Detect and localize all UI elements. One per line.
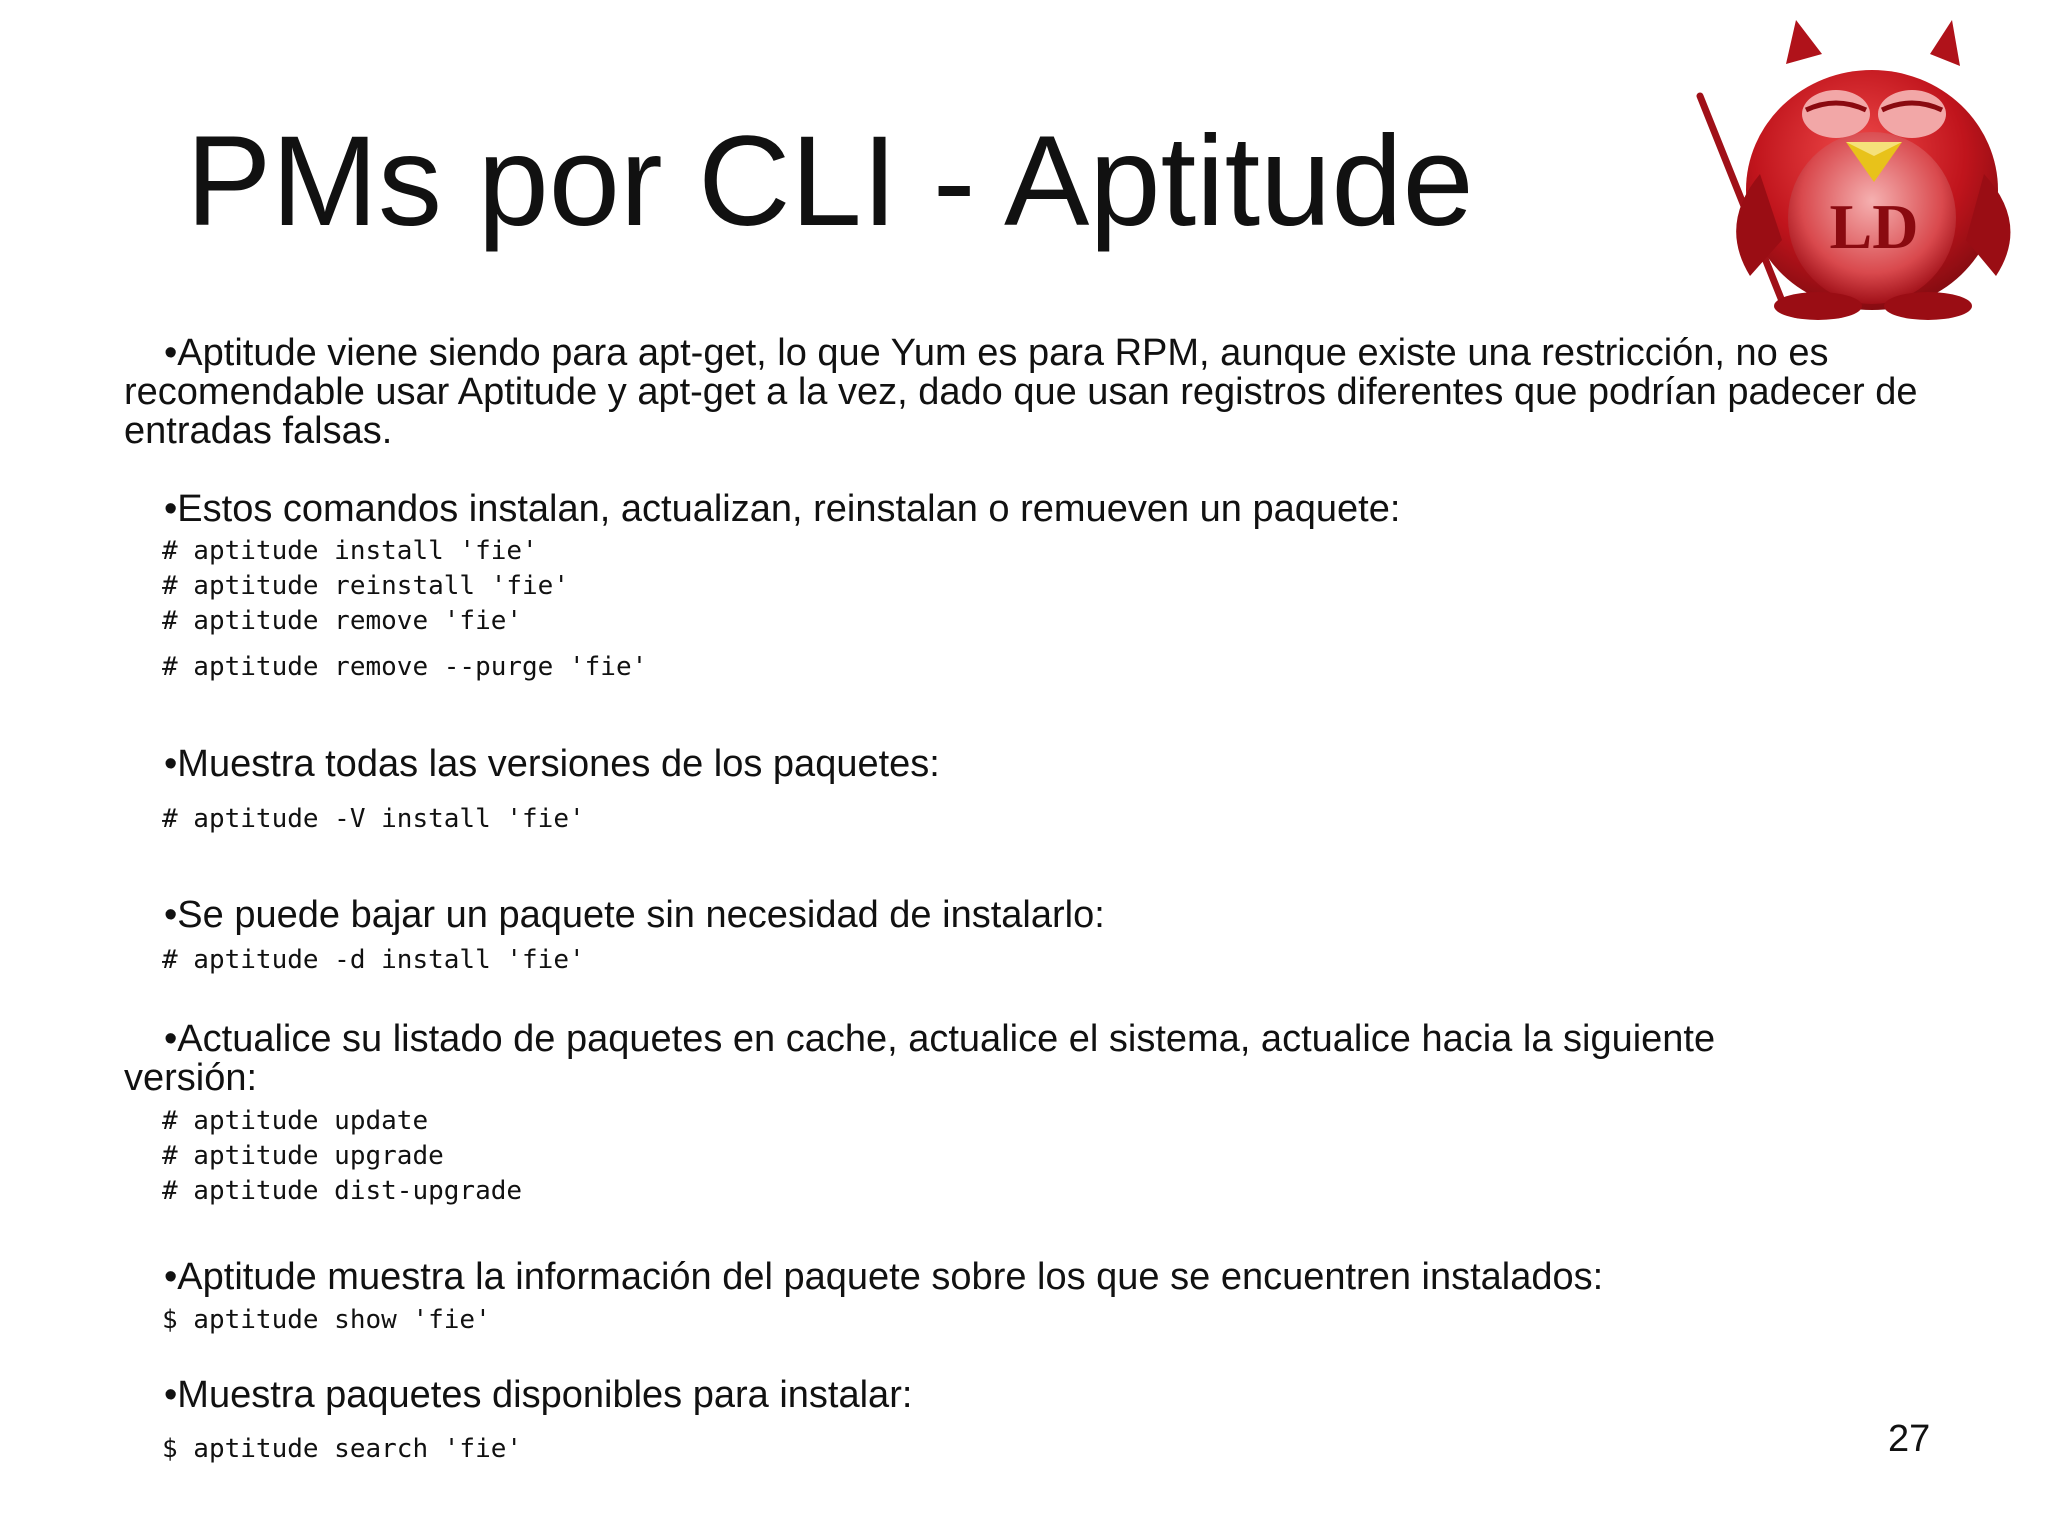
logo-letters: LD (1829, 191, 1919, 262)
command-line: $ aptitude show 'fie' (162, 1305, 491, 1335)
penguin-logo (1678, 14, 2040, 324)
command-line: # aptitude remove 'fie' (162, 606, 523, 636)
command-line: # aptitude reinstall 'fie' (162, 571, 569, 601)
command-line: $ aptitude search 'fie' (162, 1434, 523, 1464)
command-line: # aptitude dist-upgrade (162, 1176, 523, 1206)
paragraph-show-info (124, 1258, 1924, 1297)
paragraph-aptitude-intro (124, 334, 1924, 451)
paragraph-text: •Estos comandos instalan, actualizan, reinstalan o remueven un paquete: (164, 488, 1401, 530)
paragraph-text: •Aptitude muestra la información del paquete sobre los que se encuentren instalados: (164, 1256, 1604, 1298)
paragraph-versions (124, 745, 1924, 784)
paragraph-text: •Actualice su listado de paquetes en cache, actualice el sistema, actualice hacia la siguiente versión: (124, 1018, 1716, 1099)
paragraph-text: •Aptitude viene siendo para apt-get, lo que Yum es para RPM, aunque existe una restricción, no es recomendable usar Aptitude y apt-get a la vez, dado que usan registros diferentes que podrían padecer de entradas falsas. (124, 332, 1918, 452)
paragraph-install-commands (124, 490, 1924, 529)
command-line: # aptitude -V install 'fie' (162, 804, 585, 834)
command-line: # aptitude install 'fie' (162, 536, 538, 566)
paragraph-update-upgrade (124, 1020, 1824, 1098)
slide-title: PMs por CLI - Aptitude (186, 110, 1474, 253)
paragraph-text: •Muestra todas las versiones de los paquetes: (164, 743, 940, 785)
command-line: # aptitude -d install 'fie' (162, 945, 585, 975)
command-line: # aptitude update (162, 1106, 429, 1136)
paragraph-search (124, 1376, 1924, 1415)
command-line: # aptitude upgrade (162, 1141, 444, 1171)
paragraph-download-only (124, 896, 1924, 935)
paragraph-text: •Muestra paquetes disponibles para instalar: (164, 1374, 913, 1416)
command-line: # aptitude remove --purge 'fie' (162, 652, 648, 682)
page-number: 27 (1888, 1418, 1931, 1460)
paragraph-text: •Se puede bajar un paquete sin necesidad de instalarlo: (164, 894, 1105, 936)
